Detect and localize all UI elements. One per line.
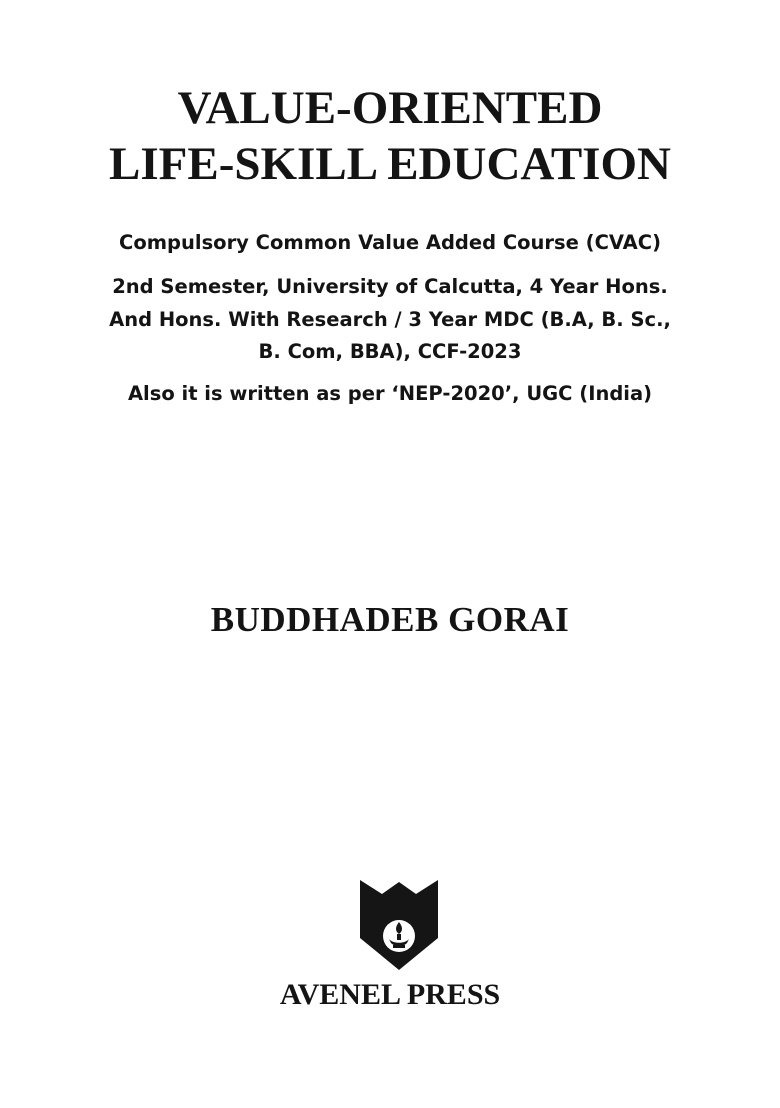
avenel-press-logo-icon [358, 876, 440, 972]
publisher-name: AVENEL PRESS [279, 978, 501, 1011]
course-details-line-2: And Hons. With Research / 3 Year MDC (B.A, B. Sc., [109, 308, 671, 331]
course-details-line-3: B. Com, BBA), CCF-2023 [258, 340, 522, 363]
book-title-line-1: VALUE-ORIENTED [177, 82, 603, 134]
author-name: BUDDHADEB GORAI [210, 600, 570, 639]
course-name: Compulsory Common Value Added Course (CVAC) [119, 231, 661, 254]
course-details-line-1: 2nd Semester, University of Calcutta, 4 Year Hons. [112, 275, 668, 298]
curriculum-note: Also it is written as per ‘NEP-2020’, UGC (India) [127, 382, 653, 405]
book-title-line-2: LIFE-SKILL EDUCATION [109, 138, 671, 190]
